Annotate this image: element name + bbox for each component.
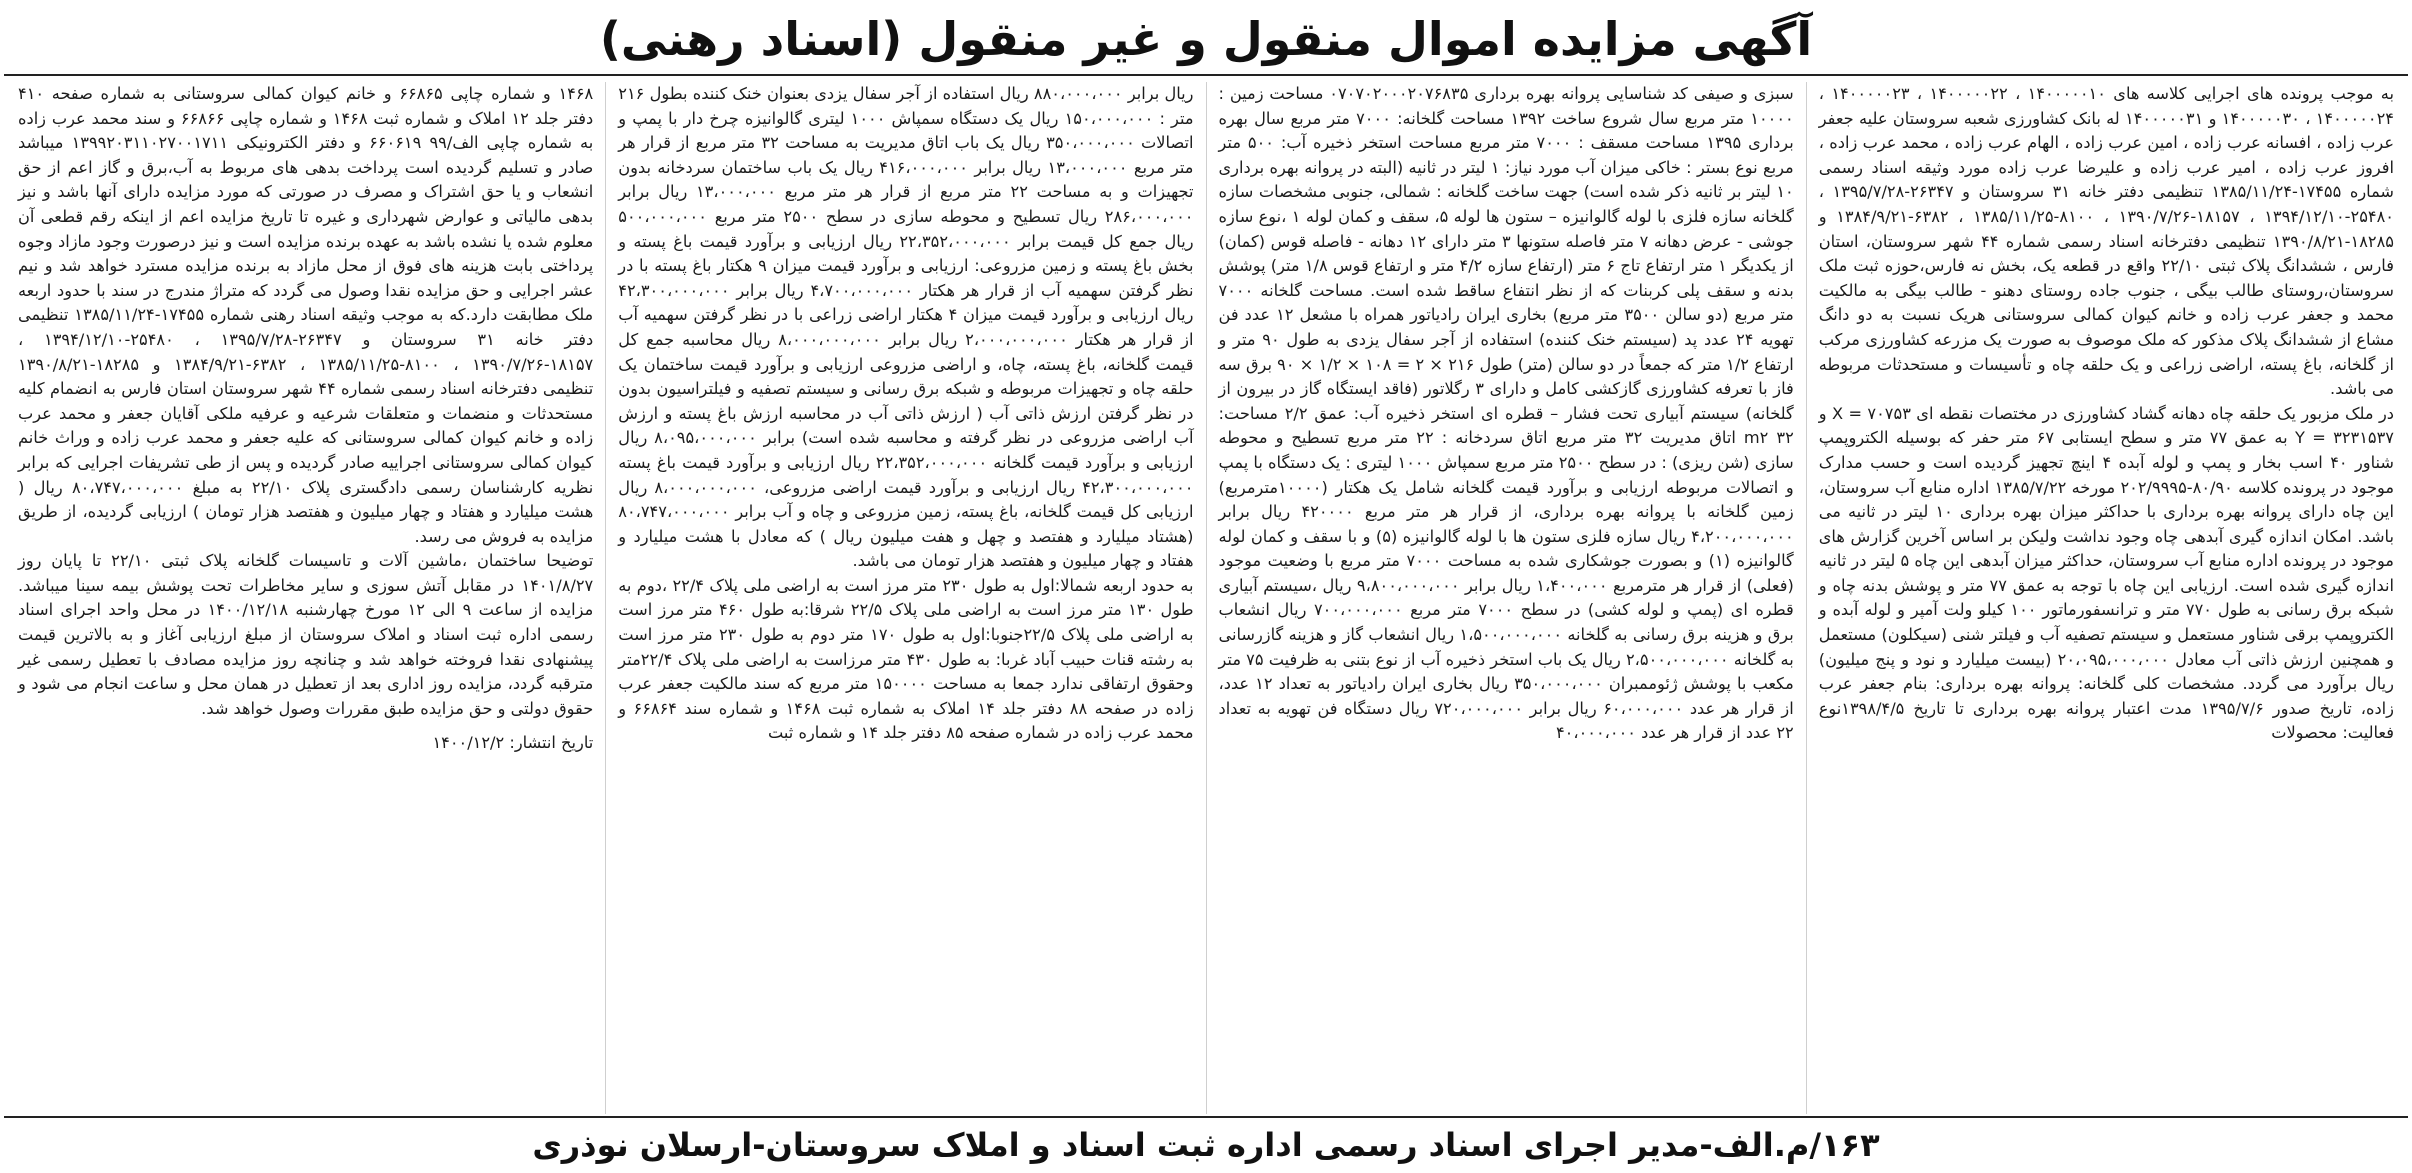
text-column-2 [1207,82,1807,1114]
column-1-text: به موجب پرونده های اجرایی کلاسه های ۱۴۰۰۰۰۰۱۰ ، ۱۴۰۰۰۰۰۲۲ ، ۱۴۰۰۰۰۰۲۳ ، ۱۴۰۰۰۰۰۲۴ ، ۱۴۰۰۰۰۰۳۰ و ۱۴۰۰۰۰۰۳۱ له بانک کشاورزی شعبه سروستان علیه جعفر عرب زاده ، افسانه عرب زاده ، امین عرب زاده ، الهام عرب زاده ، محمد عرب زاده ، افروز عرب زاده ، امیر عرب زاده و علیرضا عرب زاده مورد وثیقه اسناد رسمی شماره ۱۷۴۵۵-۱۳۸۵/۱۱/۲۴ تنظیمی دفتر خانه ۳۱ سروستان و ۲۶۳۴۷-۱۳۹۵/۷/۲۸ ، ۲۵۴۸۰-۱۳۹۴/۱۲/۱۰ ، ۱۸۱۵۷-۱۳۹۰/۷/۲۶ ، ۸۱۰۰-۱۳۸۵/۱۱/۲۵ ، ۶۳۸۲-۱۳۸۴/۹/۲۱ و ۱۸۲۸۵-۱۳۹۰/۸/۲۱ تنظیمی دفترخانه اسناد رسمی شماره ۴۴ شهر سروستان، استان فارس ، ششدانگ پلاک ثبتی ۲۲/۱۰ واقع در قطعه یک، بخش نه فارس،حوزه ثبت ملک سروستان،روستای طالب بیگی ، جنوب جاده روستای دهنو - طالب بیگی به مالکیت محمد و جعفر عرب زاده و خانم کیوان کمالی سروستانی هریک نسبت به دو دانگ مشاع از ششدانگ پلاک مذکور که ملک موصوف به صورت یک مزرعه کشاورزی مرکب از گلخانه، باغ پسته، اراضی زراعی و یک حلقه چاه و تأسیسات و مستحدثات مربوطه می باشد. در ملک مزبور یک حلقه چاه دهانه گشاد کشاورزی در مختصات نقطه ای X = ۷۰۷۵۳ و Y = ۳۲۳۱۵۳۷ به عمق ۷۷ متر و سطح ایستابی ۶۷ متر حفر که بوسیله الکتروپمپ شناور ۴۰ اسب بخار و پمپ و لوله آبده ۴ اینچ تجهیز گردیده است و حسب مدارک موجود در پرونده کلاسه ۸۰/۹۰-۲۰۲/۹۹۹۵ مورخه ۱۳۸۵/۷/۲۲ اداره منابع آب سروستان، این چاه دارای پروانه بهره برداری با حداکثر میزان بهره برداری ۱۰ لیتر در ثانیه می باشد. امکان اندازه گیری آبدهی چاه وجود نداشت ولیکن بر اساس آخرین گزارش های موجود در پرونده اداره منابع آب سروستان، حداکثر میزان آبدهی این چاه ۵ لیتر در ثانیه اندازه گیری شده است. ارزیابی این چاه با توجه به عمق ۷۷ متر و پوشش بدنه چاه و شبکه برق رسانی به طول ۷۷۰ متر و ترانسفورماتور ۱۰۰ کیلو ولت آمپر و لوله آبده و الکتروپمپ برقی شناور مستعمل و سیستم تصفیه آب و فیلتر شنی (سیکلون) مستعمل و همچنین ارزش ذاتی آب معادل ۲۰،۰۹۵،۰۰۰،۰۰۰ (بیست میلیارد و نود و پنج میلیون) ریال برآورد می گردد. مشخصات کلی گلخانه: پروانه بهره برداری: بنام جعفر عرب زاده، تاریخ صدور ۱۳۹۵/۷/۶ مدت اعتبار پروانه بهره برداری تا تاریخ ۱۳۹۸/۴/۵نوع فعالیت: محصولات [1818,84,2395,743]
text-column-1 [1807,82,2406,1114]
notice-body [6,82,2406,1114]
column-2-text: سبزی و صیفی کد شناسایی پروانه بهره برداری ۰۷۰۷۰۲۰۰۰۲۰۷۶۸۳۵ مساحت زمین : ۱۰۰۰۰ متر مربع سال شروع ساخت ۱۳۹۲ مساحت گلخانه: ۷۰۰۰ متر مربع سال بهره برداری ۱۳۹۵ مساحت مسقف : ۷۰۰۰ متر مربع مساحت استخر ذخیره آب: ۵۰۰ متر مربع نوع بستر : خاکی میزان آب مورد نیاز: ۱ لیتر در ثانیه (البته در پروانه بهره برداری ۱۰ لیتر بر ثانیه ذکر شده است) جهت ساخت گلخانه : شمالی، جنوبی مشخصات سازه گلخانه سازه فلزی با لوله گالوانیزه – ستون ها لوله ۵، سقف و کمان لوله ۱ ،نوع سازه جوشی - عرض دهانه ۷ متر فاصله ستونها ۳ متر دارای ۱۲ دهانه - فاصله قوس (کمان) از یکدیگر ۱ متر ارتفاع تاج ۶ متر (ارتفاع سازه ۴/۲ متر و ارتفاع قوس ۱/۸ متر) پوشش بدنه و سقف پلی کربنات که از نظر انتفاع ساقط شده است. مساحت گلخانه ۷۰۰۰ متر مربع (دو سالن ۳۵۰۰ متر مربع) بخاری ایران رادیاتور همراه با مشعل ۱۲ عدد فن تهویه ۲۴ عدد پد (سیستم خنک کننده) استفاده از آجر سفال یزدی به طول ۹۰ متر و ارتفاع ۱/۲ متر که جمعاً در دو سالن (متر) طول ۲۱۶ × ۲ = ۱۰۸ × ۱/۲ × ۹۰ برق سه فاز با تعرفه کشاورزی گازکشی کامل و دارای ۳ رگلاتور (فاقد ایستگاه گاز در بیرون از گلخانه) سیستم آبیاری تحت فشار – قطره ای استخر ذخیره آب: عمق ۲/۲ مساحت: ۳۲ m۲ اتاق مدیریت ۳۲ متر مربع اتاق سردخانه : ۲۲ متر مربع تسطیح و محوطه سازی (شن ریزی) : در سطح ۲۵۰۰ متر مربع سمپاش ۱۰۰۰ لیتری : یک دستگاه با پمپ و اتصالات مربوطه ارزیابی و برآورد قیمت گلخانه شامل یک هکتار (۱۰۰۰۰مترمربع) زمین گلخانه با پروانه بهره برداری، از قرار هر متر مربع ۴۲۰۰۰۰ ریال برابر ۴،۲۰۰،۰۰۰،۰۰۰ ریال سازه فلزی ستون ها با لوله گالوانیزه (۵) و با سقف و کمان لوله گالوانیزه (۱) و بصورت جوشکاری شده به مساحت ۷۰۰۰ متر مربع با وضعیت موجود (فعلی) از قرار هر مترمربع ۱،۴۰۰،۰۰۰ ریال برابر ۹،۸۰۰،۰۰۰،۰۰۰ ریال ،سیستم آبیاری قطره ای (پمپ و لوله کشی) در سطح ۷۰۰۰ متر مربع ۷۰۰،۰۰۰،۰۰۰ ریال انشعاب برق و هزینه برق رسانی به گلخانه ۱،۵۰۰،۰۰۰،۰۰۰ ریال انشعاب گاز و هزینه گازرسانی به گلخانه ۲،۵۰۰،۰۰۰،۰۰۰ ریال یک باب استخر ذخیره آب از نوع بتنی به ظرفیت ۷۵ متر مکعب با پوشش ژئوممبران ۳۵۰،۰۰۰،۰۰۰ ریال بخاری ایران رادیاتور به تعداد ۱۲ عدد، از قرار هر عدد ۶۰،۰۰۰،۰۰۰ ریال برابر ۷۲۰،۰۰۰،۰۰۰ ریال دستگاه فن تهویه به تعداد ۲۲ عدد از قرار هر عدد ۴۰،۰۰۰،۰۰۰ [1218,84,1794,743]
publish-date: تاریخ انتشار: ۱۴۰۰/۱۲/۲ [432,733,594,753]
notice-title: آگهی مزایده اموال منقول و غیر منقول (اسناد رهنی) [599,12,1813,66]
notice-signature: ۱۶۳/م.الف-مدیر اجرای اسناد رسمی اداره ثبت اسناد و املاک سروستان-ارسلان نوذری [532,1126,1880,1164]
text-column-4 [6,82,606,1114]
column-3-text: ریال برابر ۸۸۰،۰۰۰،۰۰۰ ریال استفاده از آجر سفال یزدی بعنوان خنک کننده بطول ۲۱۶ متر : ۱۵۰،۰۰۰،۰۰۰ ریال یک دستگاه سمپاش ۱۰۰۰ لیتری گالوانیزه چرخ دار با پمپ و اتصالات ۳۵۰،۰۰۰،۰۰۰ ریال یک باب اتاق مدیریت به مساحت ۳۲ متر مربع از قرار هر متر مربع ۱۳،۰۰۰،۰۰۰ ریال برابر ۴۱۶،۰۰۰،۰۰۰ ریال یک باب ساختمان سردخانه بدون تجهیزات و به مساحت ۲۲ متر مربع از قرار هر متر مربع ۱۳،۰۰۰،۰۰۰ ریال برابر ۲۸۶،۰۰۰،۰۰۰ ریال تسطیح و محوطه سازی در سطح ۲۵۰۰ متر مربع ۵۰۰،۰۰۰،۰۰۰ ریال جمع کل قیمت برابر ۲۲،۳۵۲،۰۰۰،۰۰۰ ریال ارزیابی و برآورد قیمت باغ پسته و بخش باغ پسته و زمین مزروعی: ارزیابی و برآورد قیمت میزان ۹ هکتار باغ پسته با در نظر گرفتن سهمیه آب از قرار هر هکتار ۴،۷۰۰،۰۰۰،۰۰۰ ریال برابر ۴۲،۳۰۰،۰۰۰،۰۰۰ ریال ارزیابی و برآورد قیمت میزان ۴ هکتار اراضی زراعی با در نظر گرفتن سهمیه آب از قرار هر هکتار ۲،۰۰۰،۰۰۰،۰۰۰ ریال برابر ۸،۰۰۰،۰۰۰،۰۰۰ ریال محاسبه جمع کل قیمت گلخانه، باغ پسته، چاه، و اراضی مزروعی ارزیابی و برآورد قیمت ساختمان یک حلقه چاه و تجهیزات مربوطه و شبکه برق رسانی و سیستم تصفیه و فیلتراسیون بدون در نظر گرفتن ارزش ذاتی آب ( ارزش ذاتی آب در محاسبه ارزش باغ پسته و ارزش آب اراضی مزروعی در نظر گرفته و محاسبه شده است) برابر ۸،۰۹۵،۰۰۰،۰۰۰ ریال ارزیابی و برآورد قیمت گلخانه ۲۲،۳۵۲،۰۰۰،۰۰۰ ریال ارزیابی و برآورد قیمت باغ پسته ۴۲،۳۰۰،۰۰۰،۰۰۰ ریال ارزیابی و برآورد قیمت اراضی مزروعی، ۸،۰۰۰،۰۰۰،۰۰۰ ریال ارزیابی کل قیمت گلخانه، باغ پسته، زمین مزروعی و چاه و آب برابر ۸۰،۷۴۷،۰۰۰،۰۰۰ (هشتاد میلیارد و هفتصد و چهل و هفت میلیون ریال ) که معادل با هشت میلیارد و هفتاد و چهار میلیون و هفتصد هزار تومان می باشد. به حدود اربعه شمالا:اول به طول ۲۳۰ متر مرز است به اراضی ملی پلاک ۲۲/۴ ،دوم به طول ۱۳۰ متر مرز است به اراضی ملی پلاک ۲۲/۵ شرقا:به طول ۴۶۰ متر مرز است به اراضی ملی پلاک ۲۲/۵جنوبا:اول به طول ۱۷۰ متر دوم به طول ۲۳۰ متر مرز است به رشته قنات حبیب آباد غربا: به طول ۴۳۰ متر مرزاست به اراضی ملی پلاک ۲۲/۴متر وحقوق ارتفاقی ندارد جمعا به مساحت ۱۵۰۰۰۰ متر مربع که سند مالکیت جعفر عرب زاده در صفحه ۸۸ دفتر جلد ۱۴ املاک به شماره ثبت ۱۴۶۸ و شماره سند ۶۶۸۶۴ و محمد عرب زاده در شماره صفحه ۸۵ دفتر جلد ۱۴ و شماره ثبت [618,84,1194,743]
text-column-3 [606,82,1206,1114]
title-divider [4,74,2408,76]
footer-divider [4,1116,2408,1118]
column-4-text: ۱۴۶۸ و شماره چاپی ۶۶۸۶۵ و خانم کیوان کمالی سروستانی به شماره صفحه ۴۱۰ دفتر جلد ۱۲ املاک و شماره ثبت ۱۴۶۸ و شماره چاپی ۶۶۸۶۶ و سند محمد عرب زاده به شماره چاپی الف/۹۹ ۶۶۰۶۱۹ و دفتر الکترونیکی ۱۳۹۹۲۰۳۱۱۰۲۷۰۰۱۷۱۱ میباشد صادر و تسلیم گردیده است پرداخت بدهی های مربوط به آب،برق و گاز اعم از حق انشعاب و یا حق اشتراک و مصرف در صورتی که مورد مزایده دارای آنها باشد و نیز بدهی مالیاتی و عوارض شهرداری و غیره تا تاریخ مزایده اعم از اینکه رقم قطعی آن معلوم شده یا نشده باشد به عهده برنده مزایده است و نیز درصورت وجود مازاد وجوه پرداختی بابت هزینه های فوق از محل مازاد به برنده مزایده مسترد خواهد شد و نیم عشر اجرایی و حق مزایده نقدا وصول می گردد که متراژ مندرج در سند با حدود اربعه ملک مطابقت دارد.که به موجب وثیقه اسناد رهنی شماره ۱۷۴۵۵-۱۳۸۵/۱۱/۲۴ تنظیمی دفتر خانه ۳۱ سروستان و ۲۶۳۴۷-۱۳۹۵/۷/۲۸ ، ۲۵۴۸۰-۱۳۹۴/۱۲/۱۰ ، ۱۸۱۵۷-۱۳۹۰/۷/۲۶ ، ۸۱۰۰-۱۳۸۵/۱۱/۲۵ ، ۶۳۸۲-۱۳۸۴/۹/۲۱ و ۱۸۲۸۵-۱۳۹۰/۸/۲۱ تنظیمی دفترخانه اسناد رسمی شماره ۴۴ شهر سروستان استان فارس به انضمام کلیه مستحدثات و منضمات و متعلقات شرعیه و عرفیه ملکی آقایان جعفر و محمد عرب زاده و خانم کیوان کمالی سروستانی که علیه جعفر و محمد عرب زاده و وراث خانم کیوان کمالی سروستانی اجراییه صادر گردیده و پس از طی تشریفات اجرایی که برابر نظریه کارشناسان رسمی دادگستری پلاک ۲۲/۱۰ به مبلغ ۸۰،۷۴۷،۰۰۰،۰۰۰ ریال ( هشت میلیارد و هفتاد و چهار میلیون و هفتصد هزار تومان ) ارزیابی گردیده، از طریق مزایده به فروش می رسد. توضیحا ساختمان ،ماشین آلات و تاسیسات گلخانه پلاک ثبتی ۲۲/۱۰ تا پایان روز ۱۴۰۱/۸/۲۷ در مقابل آتش سوزی و سایر مخاطرات تحت پوشش بیمه سینا میباشد. مزایده از ساعت ۹ الی ۱۲ مورخ چهارشنبه ۱۴۰۰/۱۲/۱۸ در محل واحد اجرای اسناد رسمی اداره ثبت اسناد و املاک سروستان از مبلغ ارزیابی آغاز و به بالاترین قیمت پیشنهادی نقدا فروخته خواهد شد و چنانچه روز مزایده مصادف با تعطیل رسمی غیر مترقبه گردد، مزایده روز اداری بعد از تعطیل در همان محل و ساعت انجام می شود و حقوق دولتی و حق مزایده طبق مقررات وصول خواهد شد. [18,84,594,718]
